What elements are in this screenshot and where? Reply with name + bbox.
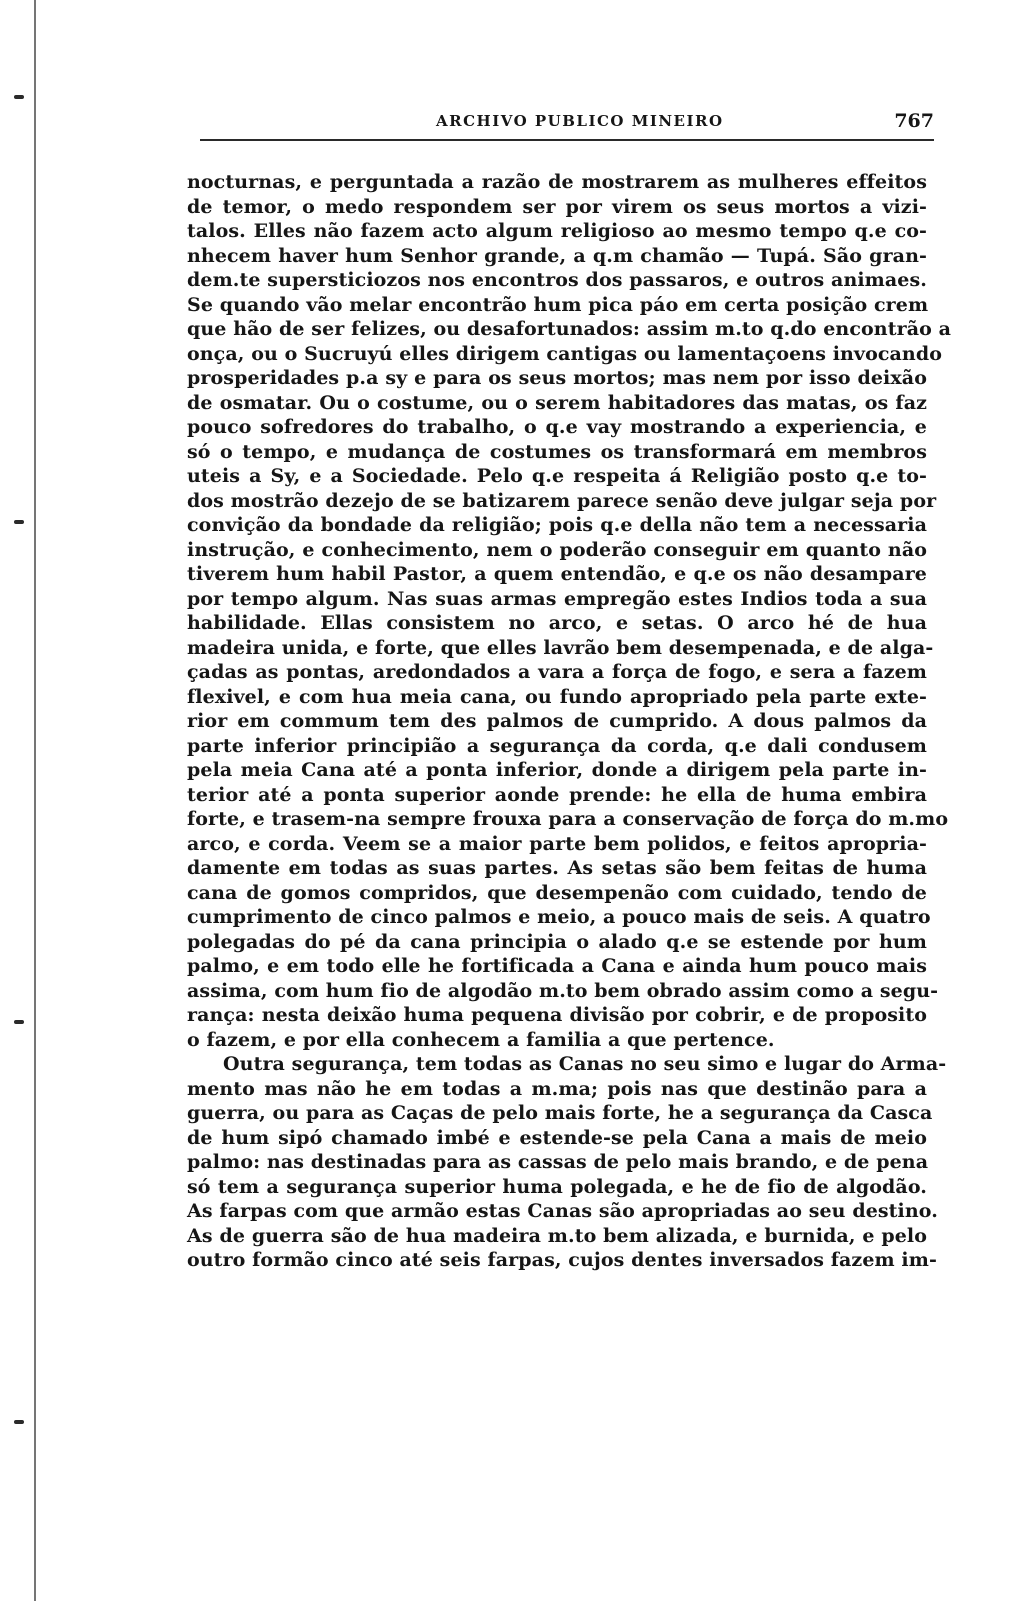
text-line: guerra, ou para as Caças de pelo mais forte, he a segurança da Casca xyxy=(187,1102,933,1124)
text-line: prosperidades p.a sy e para os seus mortos; mas nem por isso deixão xyxy=(187,367,927,389)
text-line: damente em todas as suas partes. As setas são bem feitas de huma xyxy=(187,857,927,879)
running-header xyxy=(200,110,934,138)
header-title: ARCHIVO PUBLICO MINEIRO xyxy=(436,112,724,130)
text-line: madeira unida, e forte, que elles lavrão bem desempenada, e de alga- xyxy=(187,636,934,659)
text-line: dem.te supersticiozos nos encontros dos passaros, e outros animaes. xyxy=(187,269,927,291)
text-line: arco, e corda. Veem se a maior parte bem polidos, e feitos apropria- xyxy=(187,832,927,855)
text-line: mento mas não he em todas a m.ma; pois nas que destinão para a xyxy=(187,1077,927,1100)
ink-blot xyxy=(14,1420,24,1424)
text-line: de hum sipó chamado imbé e estende-se pela Cana a mais de meio xyxy=(187,1126,927,1149)
text-line: tiverem hum habil Pastor, a quem entendão, e q.e os não desampare xyxy=(187,563,927,585)
text-line: palmo: nas destinadas para as cassas de pelo mais brando, e de pena xyxy=(187,1151,929,1173)
header-rule xyxy=(200,139,934,141)
ink-blot xyxy=(14,520,24,524)
text-line: nocturnas, e perguntada a razão de mostrarem as mulheres effeitos xyxy=(187,171,927,193)
text-line: forte, e trasem-na sempre frouxa para a conservação de força do m.mo xyxy=(187,808,949,830)
ink-blot xyxy=(14,1020,24,1024)
text-line: rança: nesta deixão huma pequena divisão por cobrir, e de proposito xyxy=(187,1004,927,1026)
text-line: por tempo algum. Nas suas armas empregão estes Indios toda a sua xyxy=(187,587,927,610)
text-line: parte inferior principião a segurança da corda, q.e dali condusem xyxy=(187,734,927,757)
text-line: habilidade. Ellas consistem no arco, e setas. O arco hé de hua xyxy=(187,612,927,634)
text-line: rior em commum tem des palmos de cumprido. A dous palmos da xyxy=(187,710,927,732)
text-line: dos mostrão dezejo de se batizarem parece senão deve julgar seja por xyxy=(187,489,937,512)
text-line: só o tempo, e mudança de costumes os transformará em membros xyxy=(187,440,927,463)
text-line: pela meia Cana até a ponta inferior, donde a dirigem pela parte in- xyxy=(187,759,927,781)
text-line: cana de gomos compridos, que desempenão com cuidado, tendo de xyxy=(187,881,927,904)
text-line: onça, ou o Sucruyú elles dirigem cantigas ou lamentaçoens invocando xyxy=(187,342,943,365)
text-line: instrução, e conhecimento, nem o poderão conseguir em quanto não xyxy=(187,538,927,561)
text-line: As de guerra são de hua madeira m.to bem alizada, e burnida, e pelo xyxy=(187,1224,927,1247)
text-line: çadas as pontas, aredondados a vara a força de fogo, e sera a fazem xyxy=(187,661,927,683)
text-line: assima, com hum fio de algodão m.to bem obrado assim como a segu- xyxy=(187,979,939,1002)
text-line: cumprimento de cinco palmos e meio, a pouco mais de seis. A quatro xyxy=(187,906,931,928)
text-line: flexivel, e com hua meia cana, ou fundo apropriado pela parte exte- xyxy=(187,685,927,708)
text-line: pouco sofredores do trabalho, o q.e vay mostrando a experiencia, e xyxy=(187,416,927,438)
text-line: convição da bondade da religião; pois q.e della não tem a necessaria xyxy=(187,514,927,536)
text-line: polegadas do pé da cana principia o alado q.e se estende por hum xyxy=(187,930,927,953)
text-line: o fazem, e por ella conhecem a familia a que pertence. xyxy=(187,1028,775,1051)
text-line: terior até a ponta superior aonde prende: he ella de huma embira xyxy=(187,783,927,806)
body-text xyxy=(187,170,952,1273)
text-line: Outra segurança, tem todas as Canas no seu simo e lugar do Arma- xyxy=(223,1053,947,1075)
text-line: As farpas com que armão estas Canas são apropriadas ao seu destino. xyxy=(187,1200,938,1222)
text-line: palmo, e em todo elle he fortificada a Cana e ainda hum pouco mais xyxy=(187,955,927,977)
binding-edge xyxy=(34,0,36,1601)
text-line: só tem a segurança superior huma polegada, e he de fio de algodão. xyxy=(187,1175,927,1198)
text-line: que hão de ser felizes, ou desafortunados: assim m.to q.do encontrão a xyxy=(187,318,952,340)
text-line: outro formão cinco até seis farpas, cujos dentes inversados fazem im- xyxy=(187,1249,937,1271)
text-line: Se quando vão melar encontrão hum pica páo em certa posição crem xyxy=(187,293,929,316)
text-line: nhecem haver hum Senhor grande, a q.m chamão — Tupá. São gran- xyxy=(187,244,927,267)
text-line: talos. Elles não fazem acto algum religioso ao mesmo tempo q.e co- xyxy=(187,220,927,242)
text-line: de temor, o medo respondem ser por virem os seus mortos a vizi- xyxy=(187,195,927,218)
text-line: de osmatar. Ou o costume, ou o serem habitadores das matas, os faz xyxy=(187,391,927,414)
page-number: 767 xyxy=(894,110,934,132)
text-line: uteis a Sy, e a Sociedade. Pelo q.e respeita á Religião posto q.e to- xyxy=(187,465,927,487)
ink-blot xyxy=(14,95,24,99)
